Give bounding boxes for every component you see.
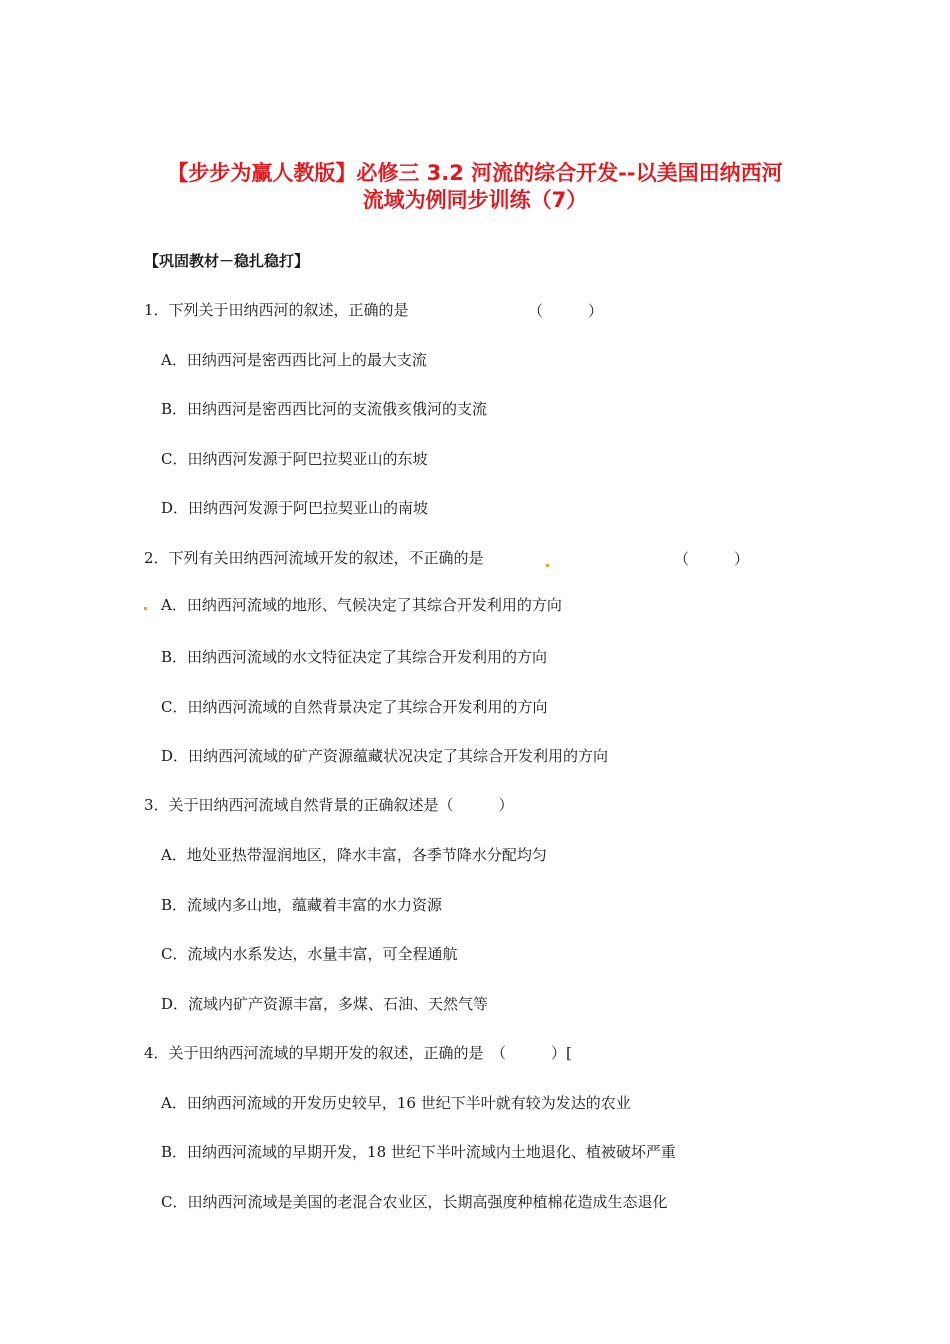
- question-3-option-d: D．流域内矿产资源丰富，多煤、石油、天然气等: [161, 995, 489, 1013]
- question-3-stem: 3．关于田纳西河流域自然背景的正确叙述是（ ）: [144, 796, 514, 814]
- question-1-option-a: A．田纳西河是密西西比河上的最大支流: [161, 351, 427, 369]
- question-2-stem: 2．下列有关田纳西河流域开发的叙述，不正确的是: [144, 549, 484, 567]
- question-4-option-c: C．田纳西河流域是美国的老混合农业区，长期高强度种植棉花造成生态退化: [161, 1193, 668, 1211]
- question-2-answer-parens: （ ）: [674, 550, 750, 568]
- stray-mark: [546, 564, 549, 567]
- document-title-line-1: 【步步为赢人教版】必修三 3.2 河流的综合开发--以美国田纳西河: [167, 161, 783, 185]
- question-1-answer-parens: （ ）: [528, 302, 604, 320]
- question-1-option-c: C．田纳西河发源于阿巴拉契亚山的东坡: [161, 450, 428, 468]
- question-4-option-a: A．田纳西河流域的开发历史较早，16 世纪下半叶就有较为发达的农业: [161, 1094, 631, 1112]
- question-3-option-b: B．流域内多山地，蕴藏着丰富的水力资源: [161, 896, 443, 914]
- question-2-option-a: A．田纳西河流域的地形、气候决定了其综合开发利用的方向: [161, 596, 562, 614]
- document-title-line-2: 流域为例同步训练（7）: [362, 188, 588, 212]
- question-4-option-b: B．田纳西河流域的早期开发，18 世纪下半叶流域内土地退化、植被破坏严重: [161, 1143, 676, 1161]
- question-2-option-d: D．田纳西河流域的矿产资源蕴藏状况决定了其综合开发利用的方向: [161, 747, 609, 765]
- section-header: 【巩固教材－稳扎稳打】: [144, 252, 310, 270]
- question-4-stem: 4．关于田纳西河流域的早期开发的叙述，正确的是 （ ）[: [144, 1044, 572, 1062]
- question-2-option-b: B．田纳西河流域的水文特征决定了其综合开发利用的方向: [161, 648, 548, 666]
- question-2-option-c: C．田纳西河流域的自然背景决定了其综合开发利用的方向: [161, 698, 548, 716]
- question-3-option-a: A．地处亚热带湿润地区，降水丰富，各季节降水分配均匀: [161, 846, 547, 864]
- stray-mark: [144, 607, 147, 610]
- question-1-option-d: D．田纳西河发源于阿巴拉契亚山的南坡: [161, 499, 429, 517]
- question-1-stem: 1．下列关于田纳西河的叙述，正确的是: [144, 301, 409, 319]
- question-3-option-c: C．流域内水系发达，水量丰富，可全程通航: [161, 945, 458, 963]
- question-1-option-b: B．田纳西河是密西西比河的支流俄亥俄河的支流: [161, 400, 488, 418]
